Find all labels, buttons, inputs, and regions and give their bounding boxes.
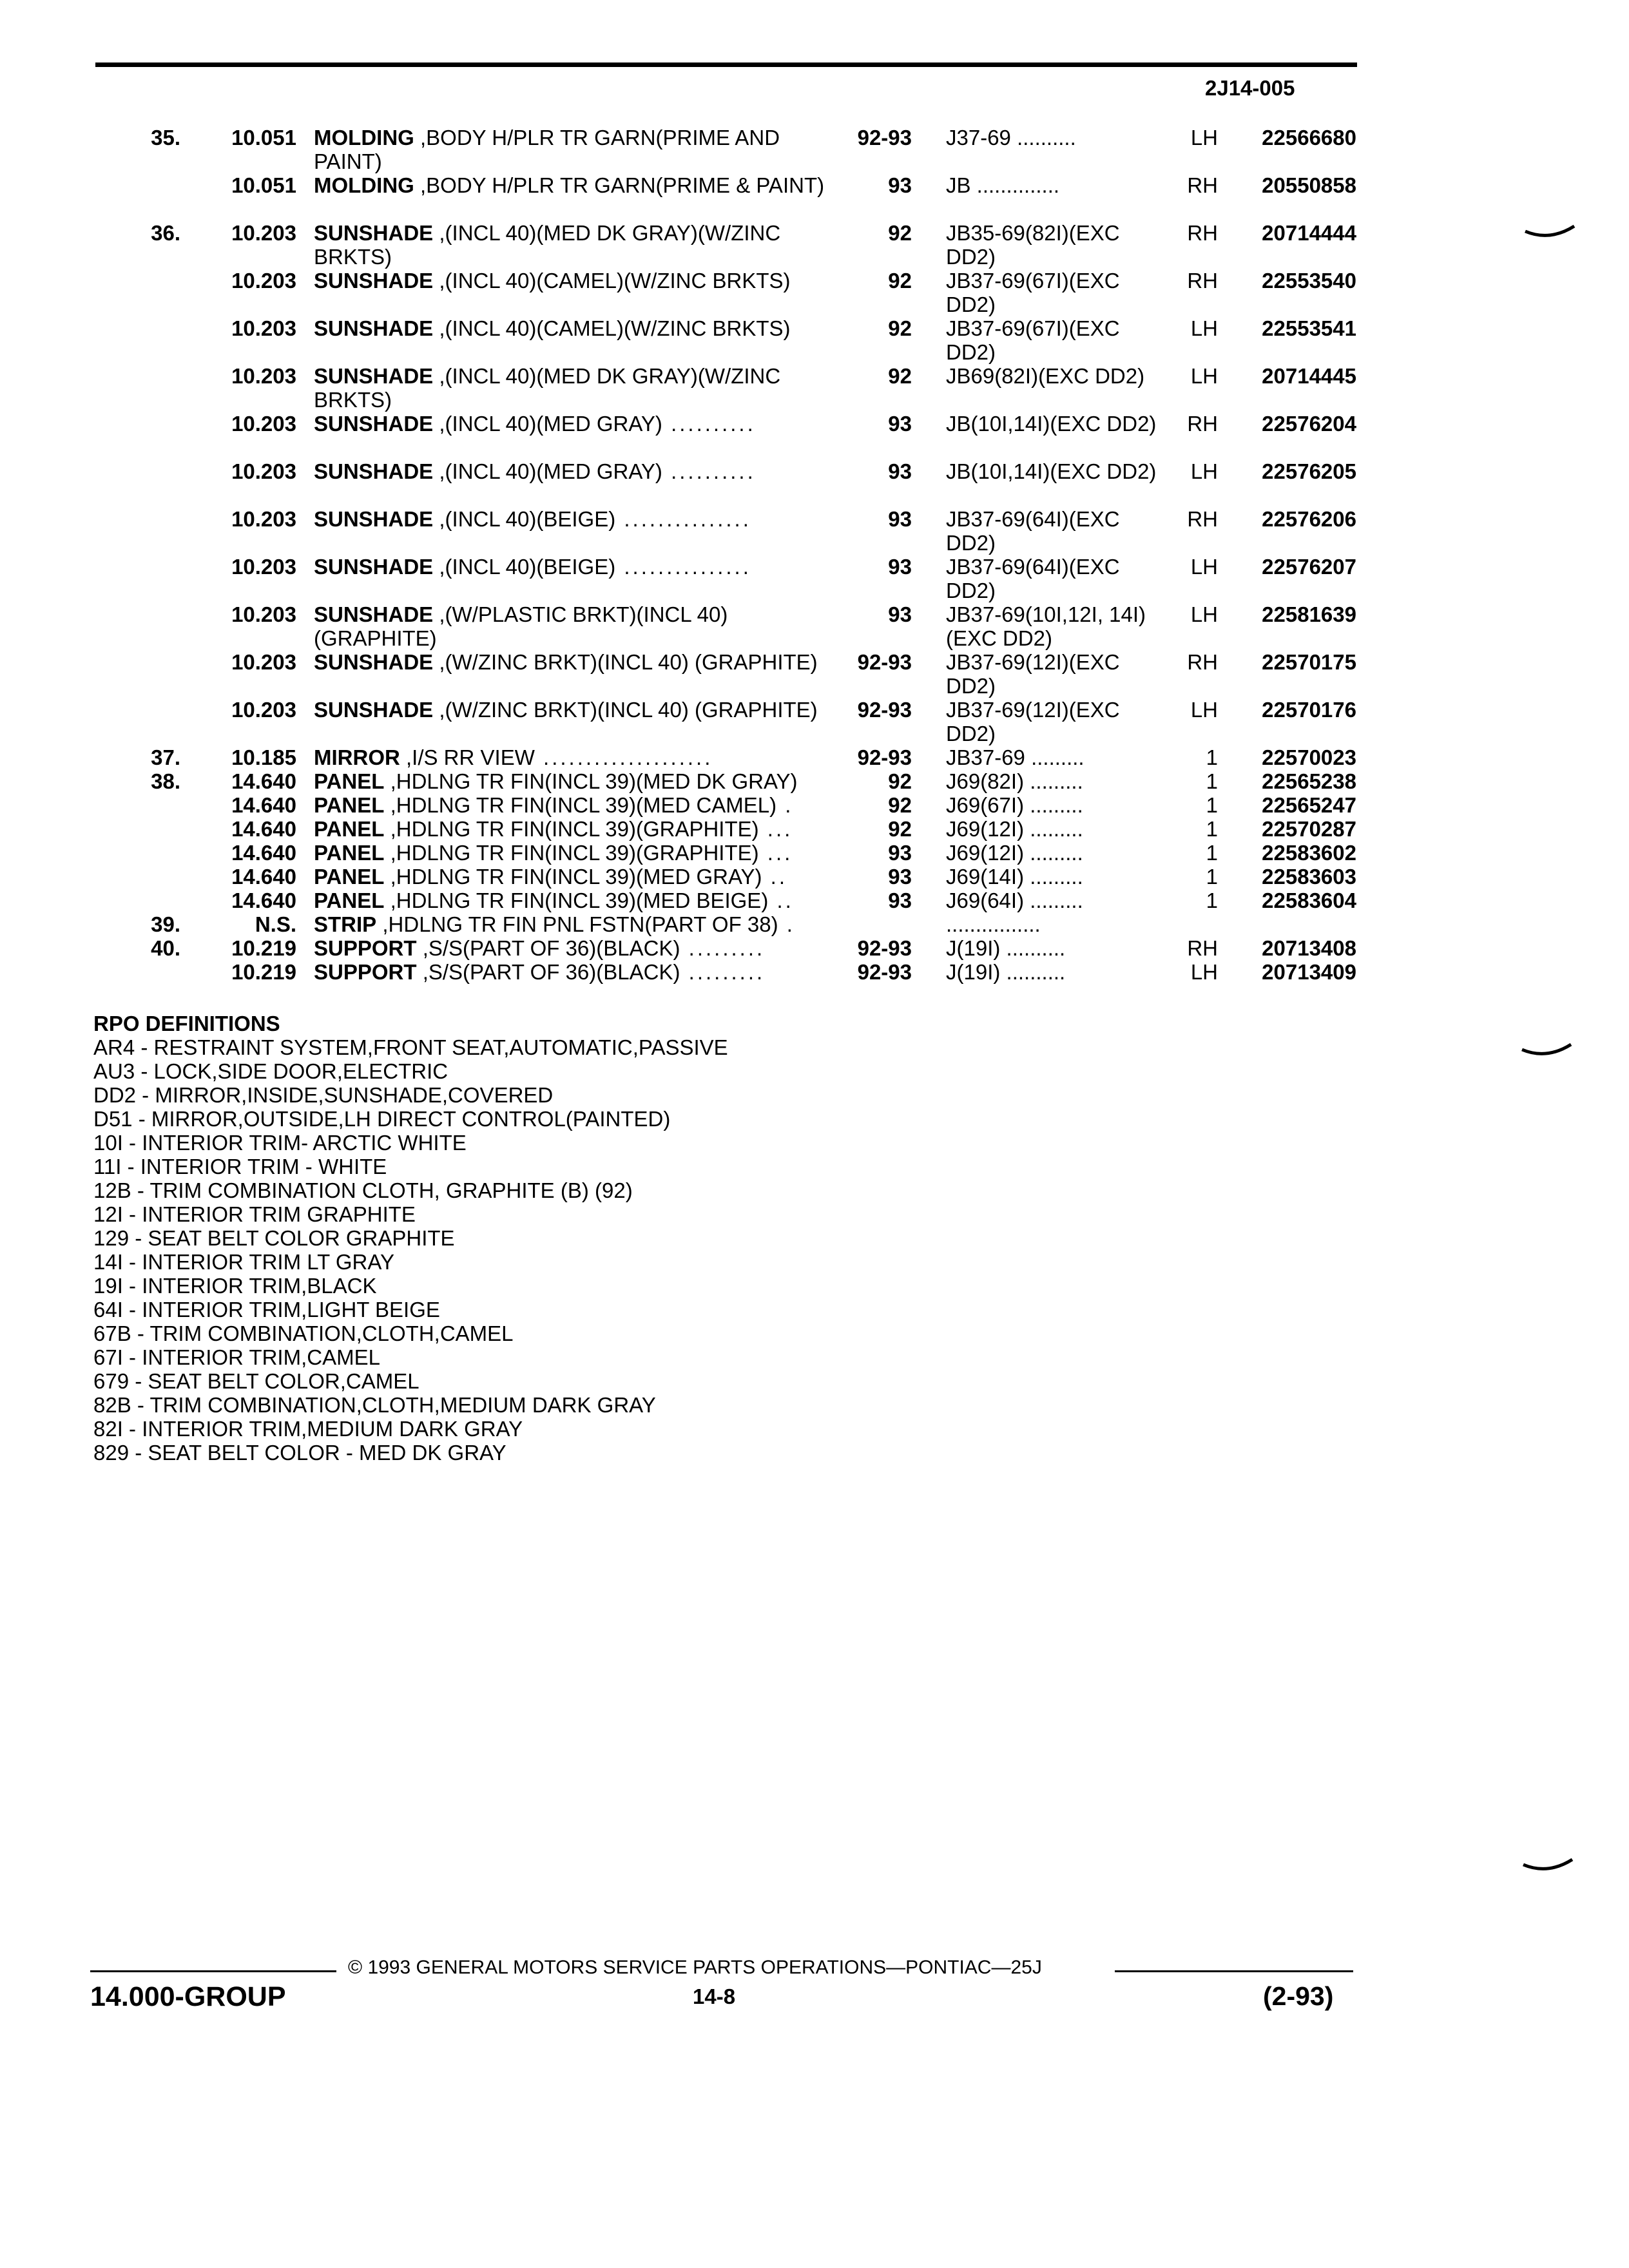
model-code: J69(12I) .........	[946, 841, 1083, 865]
part-detail: ,BODY H/PLR TR GARN(PRIME AND PAINT)	[314, 126, 780, 173]
quantity: 1	[1206, 745, 1218, 769]
part-detail: ,I/S RR VIEW	[400, 745, 535, 769]
part-row	[0, 221, 1629, 269]
page-code: 2J14-005	[1205, 76, 1295, 100]
part-number: 22576207	[1262, 555, 1356, 579]
model-code: JB(10I,14I)(EXC DD2)	[946, 459, 1157, 483]
part-detail: ,(INCL 40)(MED GRAY)	[433, 412, 662, 436]
part-name: MIRROR	[314, 745, 400, 769]
group-number: 10.051	[231, 173, 296, 197]
quantity: RH	[1187, 650, 1218, 674]
quantity: LH	[1190, 459, 1218, 483]
part-row	[0, 745, 1629, 769]
part-name: SUPPORT	[314, 960, 417, 984]
part-detail: ,HDLNG TR FIN(INCL 39)(MED BEIGE)	[384, 889, 769, 912]
part-number: 22553541	[1262, 316, 1356, 340]
model-code: J37-69 ..........	[946, 126, 1076, 149]
leader-dots: .........	[680, 936, 766, 960]
group-number: 10.185	[231, 745, 296, 769]
part-description	[314, 221, 842, 269]
model-year: 93	[888, 173, 912, 197]
rpo-item: 14I - INTERIOR TRIM LT GRAY	[93, 1250, 394, 1274]
part-row	[0, 269, 1629, 316]
part-description	[314, 650, 842, 674]
part-description	[314, 698, 842, 722]
part-detail: ,S/S(PART OF 36)(BLACK)	[416, 936, 680, 960]
quantity: RH	[1187, 412, 1218, 436]
part-name: STRIP	[314, 912, 377, 936]
rpo-item: 19I - INTERIOR TRIM,BLACK	[93, 1274, 377, 1298]
group-number: 10.203	[231, 650, 296, 674]
rpo-item: 11I - INTERIOR TRIM - WHITE	[93, 1155, 387, 1178]
footer-rule-left	[90, 1970, 336, 1972]
part-description	[314, 960, 842, 984]
rpo-definitions	[93, 1012, 728, 1465]
part-name: PANEL	[314, 817, 385, 841]
part-detail: ,HDLNG TR FIN(INCL 39)(GRAPHITE)	[384, 841, 759, 865]
part-detail: ,S/S(PART OF 36)(BLACK)	[416, 960, 680, 984]
part-row	[0, 841, 1629, 865]
part-row	[0, 960, 1629, 984]
part-description	[314, 555, 842, 579]
rpo-item: AU3 - LOCK,SIDE DOOR,ELECTRIC	[93, 1059, 448, 1083]
model-code: JB37-69 .........	[946, 745, 1084, 769]
rpo-title: RPO DEFINITIONS	[93, 1012, 280, 1035]
group-number: 14.640	[231, 889, 296, 912]
leader-dots: ..	[762, 865, 788, 889]
group-number: 14.640	[231, 793, 296, 817]
part-row	[0, 316, 1629, 364]
part-name: SUNSHADE	[314, 221, 434, 245]
part-number: 22570175	[1262, 650, 1356, 674]
group-number: 10.203	[231, 269, 296, 293]
model-year: 93	[888, 459, 912, 483]
model-year: 92-93	[857, 936, 912, 960]
part-number: 22576204	[1262, 412, 1356, 436]
part-number: 20550858	[1262, 173, 1356, 197]
part-number: 22566680	[1262, 126, 1356, 149]
model-year: 92	[888, 316, 912, 340]
ref-number: 39.	[151, 912, 180, 936]
model-code: JB ..............	[946, 173, 1060, 197]
part-name: MOLDING	[314, 173, 414, 197]
rpo-item: 829 - SEAT BELT COLOR - MED DK GRAY	[93, 1441, 506, 1465]
part-name: SUNSHADE	[314, 412, 434, 436]
part-detail: ,HDLNG TR FIN PNL FSTN(PART OF 38)	[376, 912, 778, 936]
part-description	[314, 745, 842, 769]
leader-dots: .	[778, 912, 795, 936]
part-detail: ,(INCL 40)(BEIGE)	[433, 507, 616, 531]
group-number: 10.203	[231, 602, 296, 626]
model-year: 92-93	[857, 650, 912, 674]
part-description	[314, 769, 842, 793]
model-code: JB37-69(10I,12I, 14I)(EXC DD2)	[946, 602, 1146, 650]
model-code: JB37-69(64I)(EXC DD2)	[946, 555, 1120, 602]
part-description	[314, 841, 842, 865]
group-number: 10.203	[231, 316, 296, 340]
part-description	[314, 364, 842, 412]
part-number: 22570023	[1262, 745, 1356, 769]
part-number: 20713408	[1262, 936, 1356, 960]
model-year: 92-93	[857, 698, 912, 722]
part-detail: ,(INCL 40)(BEIGE)	[433, 555, 616, 579]
leader-dots: .........	[680, 960, 766, 984]
leader-dots: ....................	[534, 745, 713, 769]
part-row	[0, 889, 1629, 912]
rpo-item: 12I - INTERIOR TRIM GRAPHITE	[93, 1202, 416, 1226]
part-detail: ,BODY H/PLR TR GARN(PRIME & PAINT)	[414, 173, 825, 197]
part-name: SUNSHADE	[314, 507, 434, 531]
part-number: 22583603	[1262, 865, 1356, 889]
model-year: 92-93	[857, 745, 912, 769]
model-code: JB37-69(64I)(EXC DD2)	[946, 507, 1120, 555]
part-row	[0, 507, 1629, 555]
part-number: 22583602	[1262, 841, 1356, 865]
part-name: MOLDING	[314, 126, 414, 149]
date-code: (2-93)	[1263, 1981, 1334, 2011]
group-name: 14.000-GROUP	[90, 1981, 286, 2012]
model-year: 92	[888, 817, 912, 841]
part-row	[0, 936, 1629, 960]
part-name: PANEL	[314, 841, 385, 865]
part-row	[0, 698, 1629, 745]
part-detail: ,(INCL 40)(MED DK GRAY)(W/ZINC BRKTS)	[314, 221, 781, 269]
group-number: 10.203	[231, 459, 296, 483]
top-rule	[95, 62, 1357, 67]
part-number: 22570287	[1262, 817, 1356, 841]
part-number: 22565247	[1262, 793, 1356, 817]
quantity: 1	[1206, 865, 1218, 889]
part-row	[0, 865, 1629, 889]
quantity: 1	[1206, 889, 1218, 912]
model-year: 92-93	[857, 126, 912, 149]
rpo-item: 12B - TRIM COMBINATION CLOTH, GRAPHITE (B) (92)	[93, 1178, 633, 1202]
part-name: SUNSHADE	[314, 602, 434, 626]
part-name: SUNSHADE	[314, 459, 434, 483]
part-row	[0, 459, 1629, 507]
model-code: JB37-69(12I)(EXC DD2)	[946, 698, 1120, 745]
part-detail: ,HDLNG TR FIN(INCL 39)(MED CAMEL)	[384, 793, 777, 817]
copyright-notice: © 1993 GENERAL MOTORS SERVICE PARTS OPERATIONS—PONTIAC—25J	[348, 1957, 1042, 1978]
part-description	[314, 865, 842, 889]
part-name: SUNSHADE	[314, 316, 434, 340]
part-name: SUPPORT	[314, 936, 417, 960]
part-row	[0, 817, 1629, 841]
group-number: 10.203	[231, 555, 296, 579]
model-year: 93	[888, 507, 912, 531]
quantity: LH	[1190, 602, 1218, 626]
part-row	[0, 602, 1629, 650]
model-code: JB35-69(82I)(EXC DD2)	[946, 221, 1120, 269]
model-year: 92	[888, 269, 912, 293]
quantity: LH	[1190, 364, 1218, 388]
part-description	[314, 889, 842, 912]
part-name: PANEL	[314, 865, 385, 889]
part-description	[314, 269, 842, 293]
part-detail: ,(INCL 40)(MED GRAY)	[433, 459, 662, 483]
part-number: 22553540	[1262, 269, 1356, 293]
model-code: J(19I) ..........	[946, 960, 1066, 984]
margin-tick-mark	[1521, 1041, 1572, 1066]
model-code: J69(64I) .........	[946, 889, 1083, 912]
part-row	[0, 769, 1629, 793]
model-code: ................	[946, 912, 1041, 936]
rpo-item: 67I - INTERIOR TRIM,CAMEL	[93, 1345, 380, 1369]
part-name: SUNSHADE	[314, 698, 434, 722]
part-description	[314, 126, 842, 173]
quantity: LH	[1190, 960, 1218, 984]
quantity: LH	[1190, 555, 1218, 579]
model-year: 93	[888, 889, 912, 912]
part-row	[0, 555, 1629, 602]
model-year: 93	[888, 602, 912, 626]
quantity: 1	[1206, 841, 1218, 865]
group-number: 14.640	[231, 769, 296, 793]
quantity: RH	[1187, 269, 1218, 293]
leader-dots: ...	[758, 817, 793, 841]
group-number: 14.640	[231, 865, 296, 889]
rpo-item: 679 - SEAT BELT COLOR,CAMEL	[93, 1369, 419, 1393]
model-code: J69(12I) .........	[946, 817, 1083, 841]
part-detail: ,(INCL 40)(CAMEL)(W/ZINC BRKTS)	[433, 269, 791, 293]
model-code: JB69(82I)(EXC DD2)	[946, 364, 1145, 388]
ref-number: 37.	[151, 745, 180, 769]
part-detail: ,HDLNG TR FIN(INCL 39)(MED DK GRAY)	[384, 769, 798, 793]
model-year: 93	[888, 841, 912, 865]
rpo-item: D51 - MIRROR,OUTSIDE,LH DIRECT CONTROL(PAINTED)	[93, 1107, 671, 1131]
part-description	[314, 459, 842, 483]
group-number: 10.219	[231, 936, 296, 960]
part-row	[0, 173, 1629, 221]
page-number: 14-8	[693, 1984, 736, 2008]
quantity: 1	[1206, 769, 1218, 793]
ref-number: 35.	[151, 126, 180, 149]
part-detail: ,(INCL 40)(MED DK GRAY)(W/ZINC BRKTS)	[314, 364, 781, 412]
rpo-item: 10I - INTERIOR TRIM- ARCTIC WHITE	[93, 1131, 467, 1155]
part-detail: ,(W/ZINC BRKT)(INCL 40) (GRAPHITE)	[433, 698, 818, 722]
model-code: J(19I) ..........	[946, 936, 1066, 960]
leader-dots: ..	[768, 889, 794, 912]
part-number: 22576206	[1262, 507, 1356, 531]
part-detail: ,HDLNG TR FIN(INCL 39)(GRAPHITE)	[384, 817, 759, 841]
part-row	[0, 650, 1629, 698]
part-number: 22565238	[1262, 769, 1356, 793]
group-number: 10.203	[231, 507, 296, 531]
part-number: 20713409	[1262, 960, 1356, 984]
model-year: 93	[888, 555, 912, 579]
model-code: JB37-69(67I)(EXC DD2)	[946, 316, 1120, 364]
part-name: SUNSHADE	[314, 364, 434, 388]
quantity: RH	[1187, 173, 1218, 197]
leader-dots: .	[776, 793, 794, 817]
part-description	[314, 316, 842, 340]
rpo-item: 82B - TRIM COMBINATION,CLOTH,MEDIUM DARK GRAY	[93, 1393, 656, 1417]
part-description	[314, 912, 842, 936]
group-number: 10.203	[231, 412, 296, 436]
leader-dots: ..........	[662, 412, 756, 436]
rpo-item: DD2 - MIRROR,INSIDE,SUNSHADE,COVERED	[93, 1083, 554, 1107]
part-description	[314, 936, 842, 960]
group-number: 10.203	[231, 221, 296, 245]
quantity: LH	[1190, 126, 1218, 149]
part-row	[0, 793, 1629, 817]
part-number: 22583604	[1262, 889, 1356, 912]
part-name: PANEL	[314, 793, 385, 817]
group-number: 10.203	[231, 698, 296, 722]
part-row	[0, 126, 1629, 173]
quantity: RH	[1187, 936, 1218, 960]
group-number: 10.219	[231, 960, 296, 984]
model-code: J69(67I) .........	[946, 793, 1083, 817]
part-detail: ,HDLNG TR FIN(INCL 39)(MED GRAY)	[384, 865, 762, 889]
quantity: RH	[1187, 507, 1218, 531]
ref-number: 36.	[151, 221, 180, 245]
part-detail: ,(W/PLASTIC BRKT)(INCL 40) (GRAPHITE)	[314, 602, 728, 650]
rpo-item: 64I - INTERIOR TRIM,LIGHT BEIGE	[93, 1298, 440, 1321]
group-number: 14.640	[231, 841, 296, 865]
leader-dots: ...............	[615, 507, 751, 531]
model-year: 92-93	[857, 960, 912, 984]
leader-dots: ...	[758, 841, 793, 865]
model-code: JB37-69(12I)(EXC DD2)	[946, 650, 1120, 698]
model-code: J69(82I) .........	[946, 769, 1083, 793]
part-name: PANEL	[314, 889, 385, 912]
rpo-item: AR4 - RESTRAINT SYSTEM,FRONT SEAT,AUTOMATIC,PASSIVE	[93, 1035, 728, 1059]
part-number: 20714445	[1262, 364, 1356, 388]
rpo-item: 82I - INTERIOR TRIM,MEDIUM DARK GRAY	[93, 1417, 523, 1441]
margin-tick-mark	[1524, 222, 1576, 248]
rpo-list	[93, 1035, 728, 1465]
quantity: RH	[1187, 221, 1218, 245]
ref-number: 40.	[151, 936, 180, 960]
model-year: 93	[888, 412, 912, 436]
ref-number: 38.	[151, 769, 180, 793]
model-year: 92	[888, 769, 912, 793]
model-year: 92	[888, 364, 912, 388]
part-description	[314, 602, 842, 650]
margin-tick-mark	[1522, 1856, 1574, 1881]
part-description	[314, 412, 842, 436]
part-description	[314, 173, 842, 197]
part-detail: ,(INCL 40)(CAMEL)(W/ZINC BRKTS)	[433, 316, 791, 340]
part-name: SUNSHADE	[314, 555, 434, 579]
part-number: 20714444	[1262, 221, 1356, 245]
quantity: 1	[1206, 793, 1218, 817]
rpo-item: 129 - SEAT BELT COLOR GRAPHITE	[93, 1226, 455, 1250]
part-number: 22581639	[1262, 602, 1356, 626]
leader-dots: ..........	[662, 459, 756, 483]
quantity: LH	[1190, 698, 1218, 722]
quantity: LH	[1190, 316, 1218, 340]
part-row	[0, 912, 1629, 936]
group-number: 14.640	[231, 817, 296, 841]
model-code: JB(10I,14I)(EXC DD2)	[946, 412, 1157, 436]
leader-dots: ...............	[615, 555, 751, 579]
part-detail: ,(W/ZINC BRKT)(INCL 40) (GRAPHITE)	[433, 650, 818, 674]
part-number: 22570176	[1262, 698, 1356, 722]
model-year: 92	[888, 793, 912, 817]
quantity: 1	[1206, 817, 1218, 841]
page-footer	[0, 1956, 1629, 2020]
part-row	[0, 412, 1629, 459]
part-row	[0, 364, 1629, 412]
group-number: N.S.	[255, 912, 296, 936]
part-description	[314, 793, 842, 817]
footer-rule-right	[1115, 1970, 1353, 1972]
part-name: SUNSHADE	[314, 269, 434, 293]
group-number: 10.051	[231, 126, 296, 149]
group-number: 10.203	[231, 364, 296, 388]
part-description	[314, 507, 842, 531]
model-code: JB37-69(67I)(EXC DD2)	[946, 269, 1120, 316]
part-number: 22576205	[1262, 459, 1356, 483]
part-name: PANEL	[314, 769, 385, 793]
model-year: 92	[888, 221, 912, 245]
part-name: SUNSHADE	[314, 650, 434, 674]
model-year: 93	[888, 865, 912, 889]
rpo-item: 67B - TRIM COMBINATION,CLOTH,CAMEL	[93, 1321, 514, 1345]
part-description	[314, 817, 842, 841]
model-code: J69(14I) .........	[946, 865, 1083, 889]
